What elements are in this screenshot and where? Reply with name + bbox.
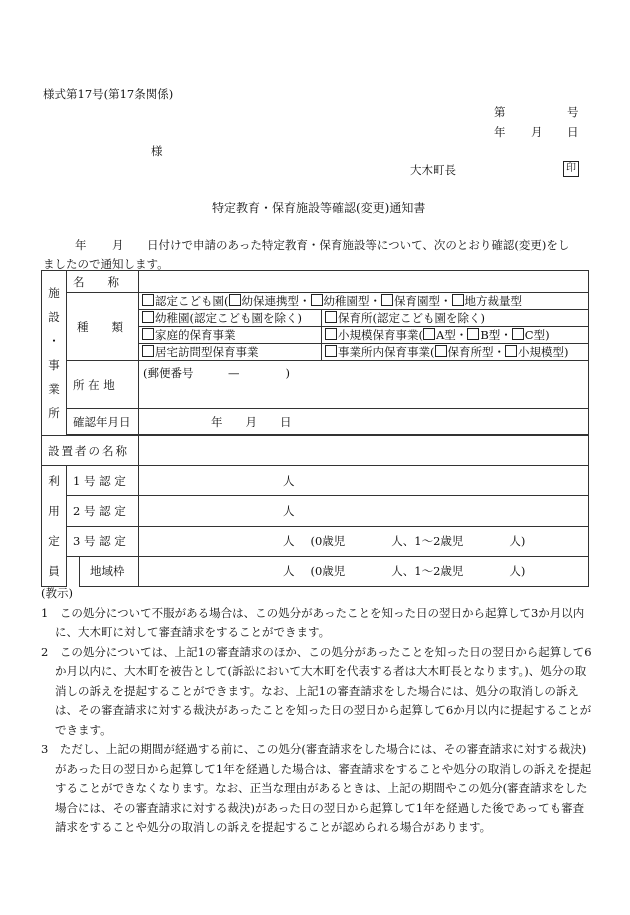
facility-table (41, 270, 589, 587)
option-label: 幼保連携型・ (241, 294, 311, 308)
founder-row (42, 436, 589, 466)
note-item: 2 この処分については、上記1の審査請求のほか、この処分があったことを知った日の翌日から起算して6か月以内に、大木町を被告として(訴訟において大木町を代表する者は大木町長となります。)、処分の取消しの訴えを提起することができます。なお、上記1の審査請求をした場合には、処分の取消しの訴えは、その審査請求に対する裁決があったことを知った日の翌日から起算して6か月以内に提起することができます。 (41, 644, 592, 737)
capacity-char: 用 (48, 504, 60, 518)
option-label: B型・ (480, 328, 512, 342)
intro-text-line2: ましたので通知します。 (43, 257, 169, 271)
option-label: 地方裁量型 (464, 294, 522, 308)
option-label: 家庭的保育事業 (155, 328, 236, 342)
capacity-row-2 (42, 496, 589, 526)
notes-section (41, 584, 593, 838)
date-month: 月 (531, 125, 543, 139)
date-day: 日 (567, 125, 579, 139)
option-label: A型・ (436, 328, 468, 342)
notes-heading: (教示) (41, 586, 73, 600)
facility-group-label (42, 271, 67, 436)
capacity-char: 定 (48, 534, 60, 548)
type-option-yochien (139, 310, 322, 327)
type-option-shokibo (322, 327, 589, 344)
document-title: 特定教育・保育施設等確認(変更)通知書 (212, 201, 426, 215)
option-label: 保育園型・ (394, 294, 452, 308)
checkbox-shokibo[interactable] (325, 328, 337, 340)
capacity-unit: 人 (283, 564, 295, 579)
doc-no-suffix: 号 (567, 105, 579, 119)
facility-char: 設 (48, 310, 60, 324)
capacity-row-3 (42, 526, 589, 556)
type-option-jigyoshonai (322, 344, 589, 361)
checkbox-nintei[interactable] (142, 294, 154, 306)
capacity-label: 2 号 認 定 (67, 496, 139, 526)
capacity-group-label (42, 466, 67, 587)
capacity-char: 員 (48, 564, 60, 578)
type-option-kateiteki (139, 327, 322, 344)
checkbox-hoikuenkei[interactable] (381, 294, 393, 306)
capacity-label: 1 号 認 定 (67, 466, 139, 496)
address-value[interactable] (139, 361, 589, 409)
capacity-row-1 (42, 466, 589, 496)
capacity-char: 利 (48, 474, 60, 488)
checkbox-kateiteki[interactable] (142, 328, 154, 340)
option-label: 小規模型) (518, 345, 569, 359)
seal-label: 印 (563, 161, 579, 177)
facility-char: ・ (48, 334, 60, 348)
note-item: 1 この処分について不服がある場合は、この処分があったことを知った日の翌日から起算して3か月以内に、大木町に対して審査請求をすることができます。 (41, 605, 585, 639)
type-option-row1 (139, 293, 588, 310)
checkbox-chihosairyo[interactable] (452, 294, 464, 306)
founder-value[interactable] (139, 436, 589, 466)
type-option-kyotaku (139, 344, 322, 361)
checkbox-kyotaku[interactable] (142, 345, 154, 357)
issuer: 大木町長 (410, 163, 456, 177)
capacity-indent (67, 556, 80, 586)
capacity-breakdown: (0歳児 人、1～2歳児 人) (310, 534, 526, 549)
capacity-unit: 人 (283, 503, 295, 518)
capacity-value[interactable] (139, 526, 589, 556)
intro-text-line1: 日付けで申請のあった特定教育・保育施設等について、次のとおり確認(変更)をし (147, 238, 570, 252)
doc-no-label: 第 (494, 105, 506, 119)
addressee-suffix: 様 (151, 144, 163, 158)
confirm-date-label: 確認年月日 (67, 409, 139, 435)
address-row (42, 361, 589, 409)
checkbox-shokibogata[interactable] (505, 345, 517, 357)
checkbox-a-type[interactable] (423, 328, 435, 340)
capacity-label: 3 号 認 定 (67, 526, 139, 556)
capacity-value[interactable] (139, 496, 589, 526)
type-label: 種 類 (67, 293, 139, 361)
checkbox-hoikusho[interactable] (325, 311, 337, 323)
option-label: 居宅訪問型保育事業 (155, 345, 259, 359)
checkbox-yohorenkei[interactable] (229, 294, 241, 306)
type-options (139, 293, 589, 361)
capacity-value[interactable] (139, 466, 589, 496)
option-label: 保育所型・ (447, 345, 505, 359)
option-label: 保育所(認定こども園を除く) (338, 311, 485, 325)
date-year: 年 (494, 125, 506, 139)
postal-code: (郵便番号 — ) (143, 366, 290, 380)
checkbox-jigyoshonai[interactable] (325, 345, 337, 357)
name-label: 名 称 (67, 271, 139, 293)
name-value[interactable] (139, 271, 589, 293)
facility-char: 施 (48, 286, 60, 300)
option-label: C型) (524, 328, 550, 342)
checkbox-yochien[interactable] (142, 311, 154, 323)
option-label: 事業所内保育事業( (338, 345, 435, 359)
option-label: 幼稚園型・ (323, 294, 381, 308)
founder-label: 設置者の名称 (42, 436, 139, 466)
checkbox-yochienkei[interactable] (311, 294, 323, 306)
option-label: 小規模保育事業( (338, 328, 423, 342)
capacity-row-4 (42, 556, 589, 586)
form-number: 様式第17号(第17条関係) (43, 87, 174, 101)
seal-mark (563, 160, 579, 177)
type-row (42, 293, 589, 361)
capacity-value[interactable] (139, 556, 589, 586)
intro-year: 年 (75, 238, 87, 252)
facility-char: 所 (48, 406, 60, 420)
capacity-unit: 人 (283, 473, 295, 488)
facility-char: 事 (48, 358, 60, 372)
name-row (42, 271, 589, 293)
confirm-date-value[interactable]: 年 月 日 (139, 409, 589, 435)
type-options-grid (139, 293, 588, 360)
facility-char: 業 (48, 382, 60, 396)
checkbox-c-type[interactable] (512, 328, 524, 340)
capacity-unit: 人 (283, 534, 295, 549)
capacity-breakdown: (0歳児 人、1～2歳児 人) (310, 564, 526, 579)
checkbox-hoikushogata[interactable] (435, 345, 447, 357)
intro-month: 月 (112, 238, 124, 252)
note-item: 3 ただし、上記の期間が経過する前に、この処分(審査請求をした場合には、その審査請求に対する裁決)があった日の翌日から起算して1年を経過した場合は、審査請求をすることや処分の取消しの訴えを提起することができなくなります。なお、正当な理由があるときは、上記の期間やこの処分(審査請求をした場合には、その審査請求に対する裁決)があった日の翌日から起算して1年を経過した後であっても審査請求をすることや処分の取消しの訴えを提起することが認められる場合があります。 (41, 742, 592, 834)
capacity-label: 地域枠 (80, 556, 139, 586)
address-label: 所 在 地 (67, 361, 139, 409)
option-label: 認定こども園( (155, 294, 229, 308)
option-label: 幼稚園(認定こども園を除く) (155, 311, 302, 325)
checkbox-b-type[interactable] (467, 328, 479, 340)
type-option-hoikusho (322, 310, 589, 327)
confirm-date-row (42, 409, 589, 435)
